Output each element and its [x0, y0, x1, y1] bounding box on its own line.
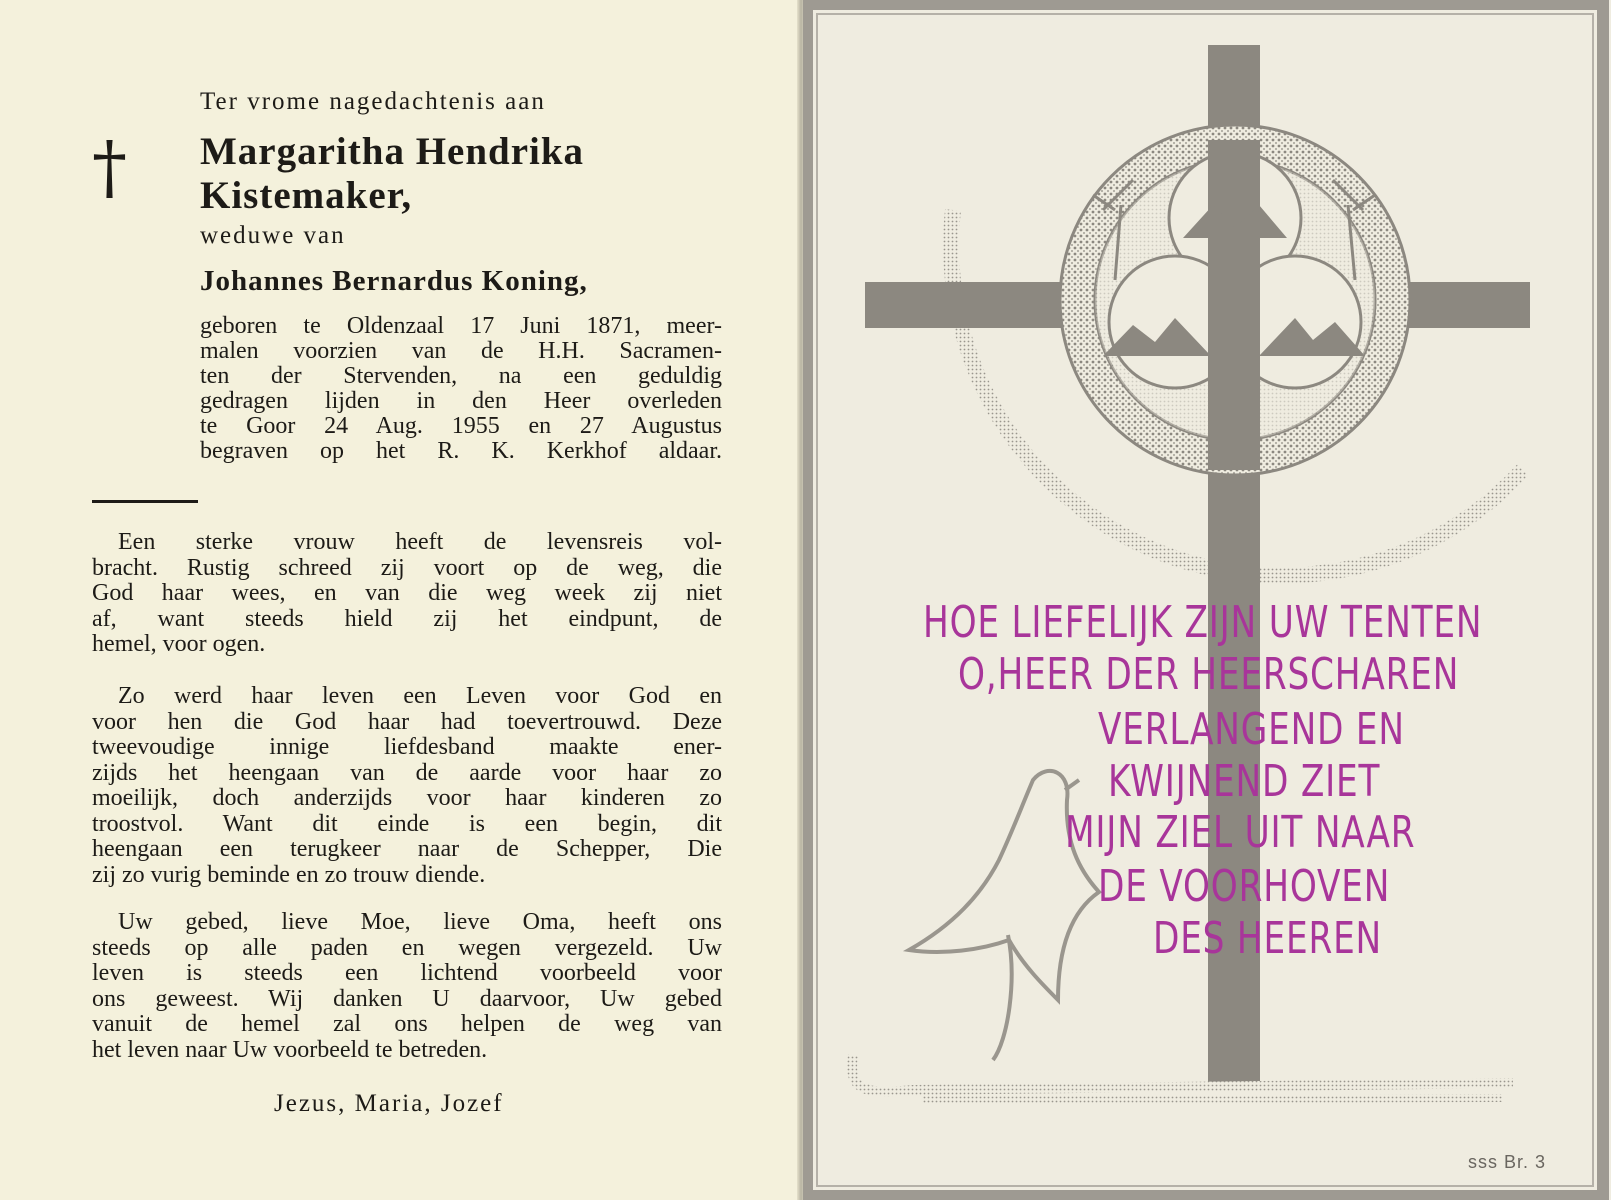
quote-line: DE VOORHOVEN	[1098, 861, 1391, 912]
para-line: heengaan een terugkeer naar de Schepper, Die	[92, 836, 722, 862]
paragraph-2	[92, 684, 722, 888]
left-page	[0, 0, 800, 1200]
para-line: zij zo vurig beminde en zo trouw diende.	[92, 861, 486, 888]
printer-mark: sss Br. 3	[1468, 1152, 1547, 1172]
para-line: hemel, voor ogen.	[92, 631, 266, 657]
para-line: God haar wees, en van die weg week zij niet	[92, 580, 722, 606]
para-line: af, want steeds hield zij het eindpunt, de	[92, 605, 722, 632]
para-line: zijds het heengaan van de aarde voor haar zo	[92, 759, 722, 786]
para-line: ons geweest. Wij danken U daarvoor, Uw gebed	[92, 985, 722, 1012]
dove-icon	[909, 771, 1099, 1060]
para-line: voor hen die God haar had toevertrouwd. Deze	[92, 708, 722, 735]
bio-line: malen voorzien van de H.H. Sacramen-	[200, 338, 722, 364]
para-line: leven is steeds een lichtend voorbeeld voor	[92, 960, 722, 986]
deceased-name-line2: Kistemaker,	[200, 174, 413, 217]
bio-line: gedragen lijden in den Heer overleden	[200, 388, 722, 414]
bio-line: ten der Stervenden, na een geduldig	[200, 363, 722, 389]
circle-emblem	[1060, 125, 1410, 475]
para-line: bracht. Rustig schreed zij voort op de weg, die	[92, 554, 722, 581]
devotional-illustration	[803, 0, 1611, 1200]
para-line: Uw gebed, lieve Moe, lieve Oma, heeft ons	[118, 909, 722, 935]
para-line: Zo werd haar leven een Leven voor God en	[118, 683, 722, 709]
para-line: troostvol. Want dit einde is een begin, dit	[92, 810, 722, 837]
right-page	[803, 0, 1611, 1200]
intro-text: Ter vrome nagedachtenis aan	[200, 88, 546, 115]
para-line: moeilijk, doch anderzijds voor haar kinderen zo	[92, 785, 722, 811]
closing-invocation: Jezus, Maria, Jozef	[274, 1090, 504, 1117]
quote-line: DES HEEREN	[1153, 913, 1382, 964]
paragraph-1	[92, 530, 722, 658]
bio-line: geboren te Oldenzaal 17 Juni 1871, meer-	[200, 313, 722, 339]
para-line: steeds op alle paden en wegen vergezeld. Uw	[92, 934, 722, 961]
husband-name: Johannes Bernardus Koning,	[200, 265, 588, 297]
quote-line: KWIJNEND ZIET	[1108, 756, 1381, 807]
para-line: Een sterke vrouw heeft de levensreis vol-	[118, 529, 722, 555]
biography	[200, 314, 722, 464]
quote-line: VERLANGEND EN	[1098, 704, 1405, 755]
bio-line: te Goor 24 Aug. 1955 en 27 Augustus	[200, 413, 722, 439]
quote-line: HOE LIEFELIJK ZIJN UW TENTEN	[923, 597, 1483, 648]
paragraph-3	[92, 910, 722, 1063]
bio-line: begraven op het R. K. Kerkhof aldaar.	[200, 438, 722, 464]
divider	[92, 500, 198, 503]
para-line: het leven naar Uw voorbeeld te betreden.	[92, 1036, 488, 1063]
widow-text: weduwe van	[200, 222, 346, 249]
deceased-name-line1: Margaritha Hendrika	[200, 130, 585, 173]
para-line: vanuit de hemel zal ons helpen de weg van	[92, 1011, 722, 1037]
quote-line: O,HEER DER HEERSCHAREN	[958, 649, 1460, 700]
para-line: tweevoudige innige liefdesband maakte ener-	[92, 734, 722, 760]
cross-symbol: †	[92, 126, 127, 208]
quote-line: MIJN ZIEL UIT NAAR	[1065, 807, 1416, 858]
water-lines	[852, 1055, 1513, 1100]
